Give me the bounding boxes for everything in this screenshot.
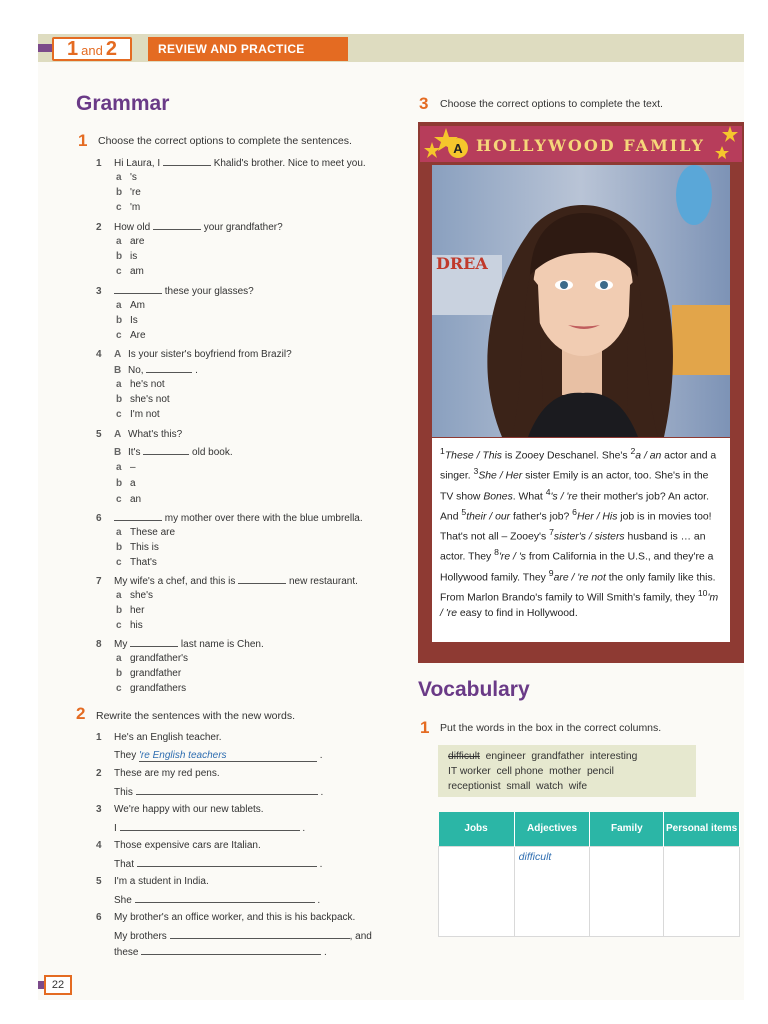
exercise-2-items bbox=[96, 726, 416, 956]
card-banner bbox=[420, 126, 742, 162]
unit-number-a: 1 bbox=[67, 38, 79, 60]
option-a[interactable]: a grandfather's bbox=[116, 653, 189, 664]
unit-and: and bbox=[81, 43, 103, 58]
choice-3[interactable]: She / Her bbox=[478, 470, 523, 482]
answer-blank[interactable] bbox=[114, 512, 162, 521]
textbook-page bbox=[38, 34, 744, 1000]
option-c[interactable]: c Are bbox=[116, 330, 146, 341]
rewrite-4-sentence: 4 Those expensive cars are Italian. bbox=[96, 840, 261, 851]
question-3: 3 these your glasses? bbox=[96, 286, 254, 297]
page-number: 22 bbox=[44, 975, 72, 995]
celebrity-photo bbox=[432, 165, 730, 437]
exercise-1-instruction: Choose the correct options to complete the sentences. bbox=[98, 135, 352, 147]
vocab-exercise-1-instruction: Put the words in the box in the correct columns. bbox=[440, 722, 662, 734]
header-edge-accent bbox=[38, 44, 52, 52]
choice-7[interactable]: sister's / sisters bbox=[553, 531, 625, 543]
rewrite-5-sentence: 5 I'm a student in India. bbox=[96, 876, 209, 887]
card-title: HOLLYWOOD FAMILY bbox=[476, 136, 705, 155]
question-5-response: B It's old book. bbox=[114, 447, 233, 458]
answer-blank[interactable] bbox=[238, 575, 286, 584]
column-personal-items: Personal items bbox=[664, 812, 740, 846]
choice-4[interactable]: 's / 're bbox=[550, 491, 578, 502]
column-family: Family bbox=[590, 812, 664, 846]
option-c[interactable]: c an bbox=[116, 494, 142, 505]
column-jobs: Jobs bbox=[439, 812, 515, 846]
option-c[interactable]: c That's bbox=[116, 557, 157, 568]
card-label-a: A bbox=[448, 138, 468, 158]
option-a[interactable]: a are bbox=[116, 236, 145, 247]
answer-blank[interactable] bbox=[114, 285, 162, 294]
rewrite-2-sentence: 2 These are my red pens. bbox=[96, 768, 220, 779]
personal-items-cell[interactable] bbox=[664, 846, 740, 936]
choice-6[interactable]: Her / His bbox=[577, 511, 618, 523]
exercise-3-number: 3 bbox=[419, 94, 429, 113]
unit-number-b: 2 bbox=[105, 38, 117, 60]
word-box-line-1: difficult engineer grandfather interesting bbox=[448, 751, 638, 762]
vocab-columns-table bbox=[438, 812, 740, 937]
word-box-line-2: IT worker cell phone mother pencil bbox=[448, 766, 614, 777]
answer-blank[interactable] bbox=[130, 638, 178, 647]
choice-1[interactable]: These / This bbox=[444, 450, 502, 462]
exercise-1-number: 1 bbox=[78, 131, 88, 150]
answer-blank[interactable] bbox=[146, 364, 192, 373]
rewrite-5-answer[interactable]: She . bbox=[114, 895, 321, 906]
option-a[interactable]: a These are bbox=[116, 527, 176, 538]
question-4: 4 A Is your sister's boyfriend from Brazil? bbox=[96, 349, 292, 360]
vocabulary-title: Vocabulary bbox=[418, 678, 530, 701]
adjectives-cell[interactable] bbox=[514, 846, 590, 936]
rewrite-2-answer[interactable]: This . bbox=[114, 787, 324, 798]
photo-sign-text: DREA bbox=[436, 254, 488, 273]
example-word: difficult bbox=[518, 850, 552, 863]
exercise-2-instruction: Rewrite the sentences with the new words. bbox=[96, 710, 296, 722]
option-b[interactable]: b Is bbox=[116, 315, 138, 326]
rewrite-3-sentence: 3 We're happy with our new tablets. bbox=[96, 804, 264, 815]
rewrite-6-sentence: 6 My brother's an office worker, and this is his backpack. bbox=[96, 912, 356, 923]
question-8: 8 My last name is Chen. bbox=[96, 639, 264, 650]
option-a[interactable]: a he's not bbox=[116, 379, 165, 390]
exercise-1-items bbox=[96, 154, 416, 704]
choice-5[interactable]: their / our bbox=[466, 511, 511, 523]
reading-text: $^1$These / This is Zooey Deschanel. She's $^2$a / an actor and a singer. $^3$She / Her sister Emily is an actor, too. She's in the TV show Bones. What $^4$'s / 're their mother's job? An actor. And $^5$their / our father's job? $^6$Her / His job is in movies too! That's not all – Zooey's $^7$sister's / sisters husband is … an actor. They $^8$'re / 's from California in the U.S., and they're a Hollywood family. They $^9$are / 're not the only family like this. From Marlon Brando's family to Will Smith's family, they $^{10}$'m / 're easy to find in Hollywood. bbox=[432, 438, 730, 642]
question-5: 5 A What's this? bbox=[96, 429, 183, 440]
option-c[interactable]: c grandfathers bbox=[116, 683, 187, 694]
exercise-2-number: 2 bbox=[76, 704, 86, 723]
option-b[interactable]: b 're bbox=[116, 187, 141, 198]
option-b[interactable]: b This is bbox=[116, 542, 159, 553]
answer-blank[interactable] bbox=[143, 446, 189, 455]
rewrite-3-answer[interactable]: I . bbox=[114, 823, 306, 834]
rewrite-1-sentence: 1 He's an English teacher. bbox=[96, 732, 222, 743]
exercise-3-instruction: Choose the correct options to complete the text. bbox=[440, 98, 663, 110]
option-c[interactable]: c 'm bbox=[116, 202, 141, 213]
option-a[interactable]: a – bbox=[116, 462, 136, 473]
choice-8[interactable]: 're / 's bbox=[498, 551, 526, 563]
option-b[interactable]: b a bbox=[116, 478, 136, 489]
option-a[interactable]: a Am bbox=[116, 300, 145, 311]
unit-label bbox=[52, 37, 132, 61]
option-b[interactable]: b she's not bbox=[116, 394, 170, 405]
option-c[interactable]: c am bbox=[116, 266, 144, 277]
rewrite-6-answer-cont[interactable]: these . bbox=[114, 947, 327, 958]
rewrite-6-answer[interactable]: My brothers , and bbox=[114, 931, 372, 942]
hollywood-family-card bbox=[418, 122, 744, 663]
option-c[interactable]: c I'm not bbox=[116, 409, 160, 420]
word-box-line-3: receptionist small watch wife bbox=[448, 781, 588, 792]
section-header-title: REVIEW AND PRACTICE bbox=[148, 37, 348, 61]
option-b[interactable]: b her bbox=[116, 605, 145, 616]
option-c[interactable]: c his bbox=[116, 620, 143, 631]
choice-9[interactable]: are / 're not bbox=[553, 572, 606, 584]
question-1: 1 Hi Laura, I Khalid's brother. Nice to meet you. bbox=[96, 158, 366, 169]
question-4-response: B No, . bbox=[114, 365, 198, 376]
rewrite-1-answer[interactable]: They 're English teachers . bbox=[114, 750, 323, 761]
grammar-title: Grammar bbox=[76, 92, 170, 115]
option-a[interactable]: a 's bbox=[116, 172, 137, 183]
choice-10[interactable]: 'm / 're bbox=[440, 592, 719, 620]
portrait-illustration bbox=[432, 165, 730, 437]
answer-blank[interactable] bbox=[153, 221, 201, 230]
rewrite-4-answer[interactable]: That . bbox=[114, 859, 323, 870]
column-adjectives: Adjectives bbox=[514, 812, 590, 846]
choice-2[interactable]: a / an bbox=[635, 450, 662, 462]
option-b[interactable]: b grandfather bbox=[116, 668, 182, 679]
option-a[interactable]: a she's bbox=[116, 590, 154, 601]
question-2: 2 How old your grandfather? bbox=[96, 222, 283, 233]
question-7: 7 My wife's a chef, and this is new restaurant. bbox=[96, 576, 358, 587]
question-6: 6 my mother over there with the blue umbrella. bbox=[96, 513, 363, 524]
family-cell[interactable] bbox=[590, 846, 664, 936]
header-band bbox=[38, 34, 744, 62]
jobs-cell[interactable] bbox=[439, 846, 515, 936]
option-b[interactable]: b is bbox=[116, 251, 138, 262]
answer-blank[interactable] bbox=[163, 157, 211, 166]
vocab-exercise-1-number: 1 bbox=[420, 718, 430, 737]
word-box bbox=[438, 745, 696, 797]
